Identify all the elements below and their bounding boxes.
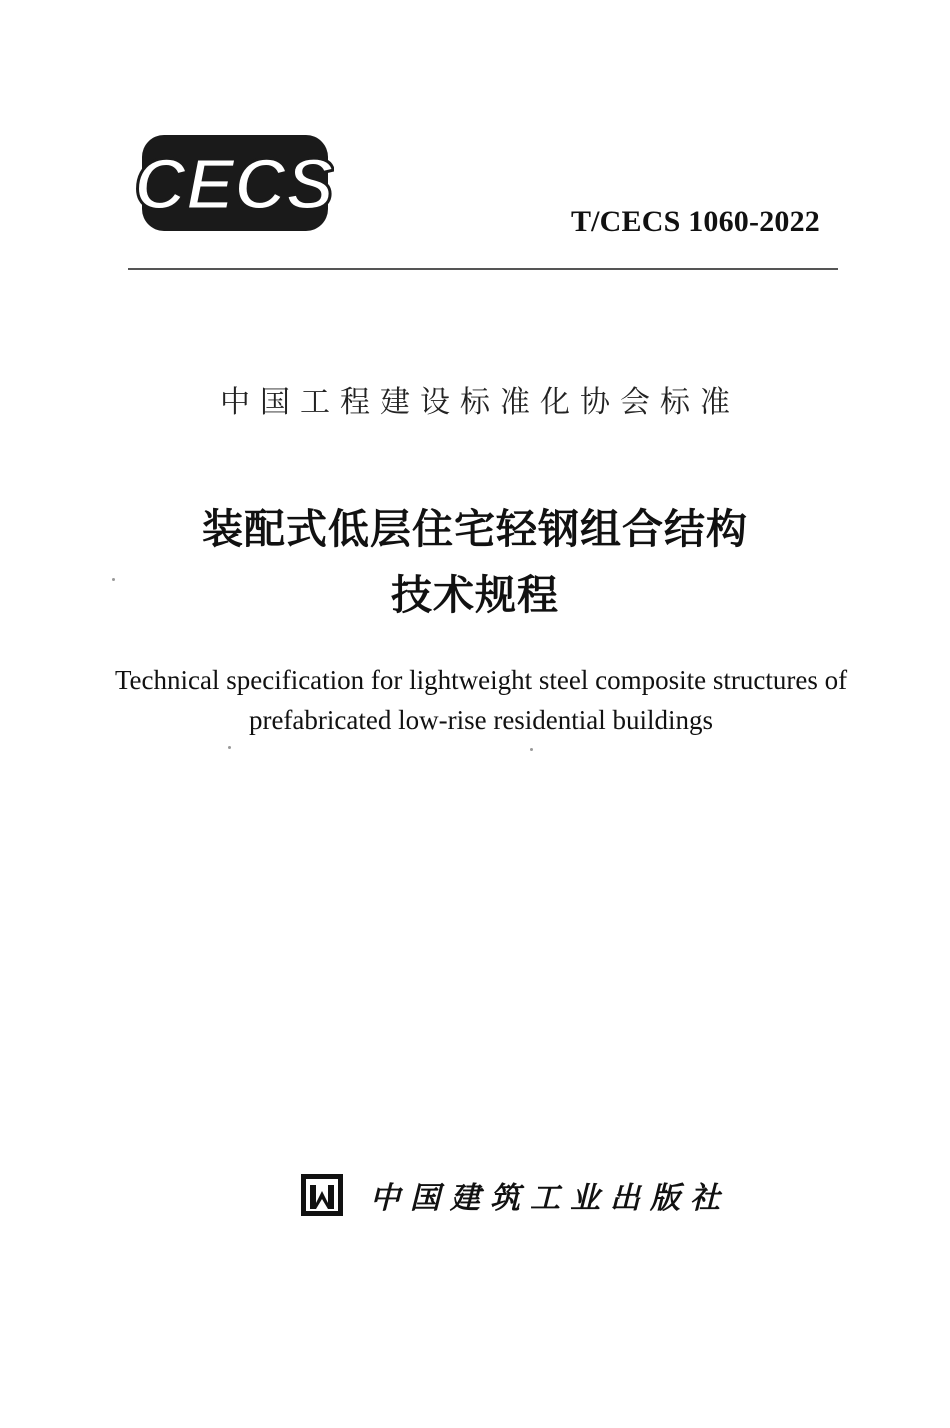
- title-en-line2: prefabricated low-rise residential buildings: [248, 705, 714, 735]
- issuer-line: 中国工程建设标准化协会标准: [220, 385, 740, 420]
- header-divider: [128, 268, 838, 270]
- publisher: [300, 1172, 730, 1218]
- scan-speck: [228, 746, 231, 749]
- standard-number: T/CECS 1060-2022: [570, 205, 820, 238]
- cecs-logo: [134, 133, 334, 233]
- publisher-name: 中国建筑工业出版社: [370, 1181, 730, 1216]
- title-en-line1: Technical specification for lightweight steel composite structures of: [114, 665, 848, 695]
- scan-speck: [530, 748, 533, 751]
- scan-speck: [112, 578, 115, 581]
- title-cn-line1: 装配式低层住宅轻钢组合结构: [202, 505, 748, 553]
- cecs-logo-text: CECS: [134, 145, 334, 225]
- publisher-logo-icon: [300, 1173, 344, 1217]
- title-cn-line2: 技术规程: [391, 571, 559, 619]
